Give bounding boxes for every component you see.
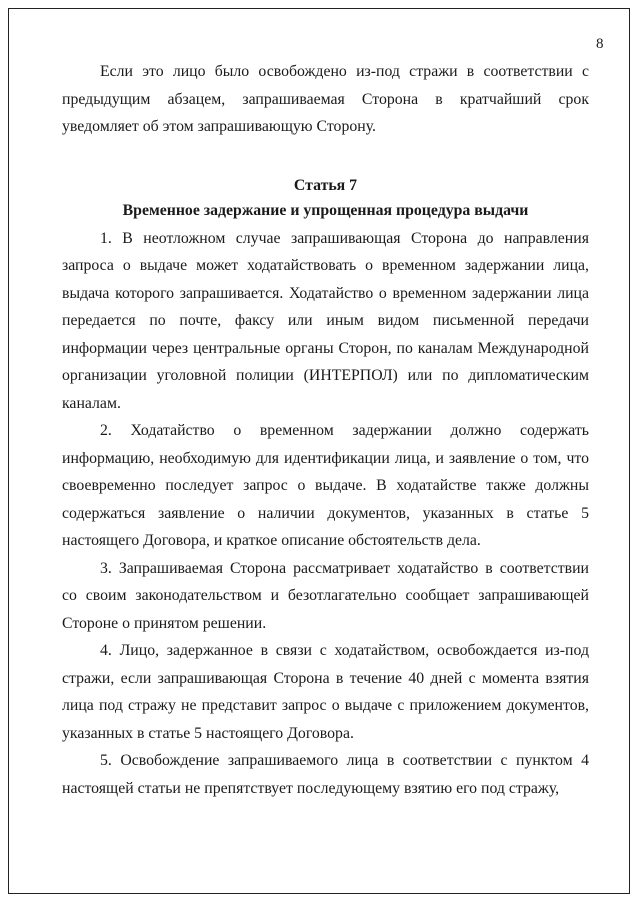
article-paragraph-5: 5. Освобождение запрашиваемого лица в соответствии с пунктом 4 настоящей статьи не препятствует последующему взятию его под стражу,: [62, 752, 589, 797]
page-number: 8: [596, 36, 604, 52]
article-paragraph-3: 3. Запрашиваемая Сторона рассматривает ходатайство в соответствии со своим законодательством и безотлагательно сообщает запрашивающей Стороне о принятом решении.: [62, 559, 589, 632]
article-paragraph-2: 2. Ходатайство о временном задержании должно содержать информацию, необходимую для идентификации лица, и заявление о том, что своевременно последует запрос о выдаче. В ходатайстве также должны содержаться заявление о наличии документов, указанных в статье 5 настоящего Договора, и краткое описание обстоятельств дела.: [62, 422, 589, 549]
article-title: Временное задержание и упрощенная процедура выдачи: [122, 201, 529, 219]
article-number: Статья 7: [293, 176, 358, 194]
article-paragraph-1: 1. В неотложном случае запрашивающая Сторона до направления запроса о выдаче может ходатайствовать о временном задержании лица, выдача которого запрашивается. Ходатайство о временном задержании лица передается по почте, факсу или иным видом письменной передачи информации через центральные органы Сторон, по каналам Международной организации уголовной полиции (ИНТЕРПОЛ) или по дипломатическим каналам.: [62, 229, 589, 412]
document-body: [62, 58, 589, 802]
article-paragraph-4: 4. Лицо, задержанное в связи с ходатайством, освобождается из-под стражи, если запрашивающая Сторона в течение 40 дней с момента взятия лица под стражу не представит запрос о выдаче с приложением документов, указанных в статье 5 настоящего Договора.: [62, 642, 589, 742]
intro-paragraph: Если это лицо было освобождено из-под стражи в соответствии с предыдущим абзацем, запрашиваемая Сторона в кратчайший срок уведомляет об этом запрашивающую Сторону.: [62, 63, 589, 135]
